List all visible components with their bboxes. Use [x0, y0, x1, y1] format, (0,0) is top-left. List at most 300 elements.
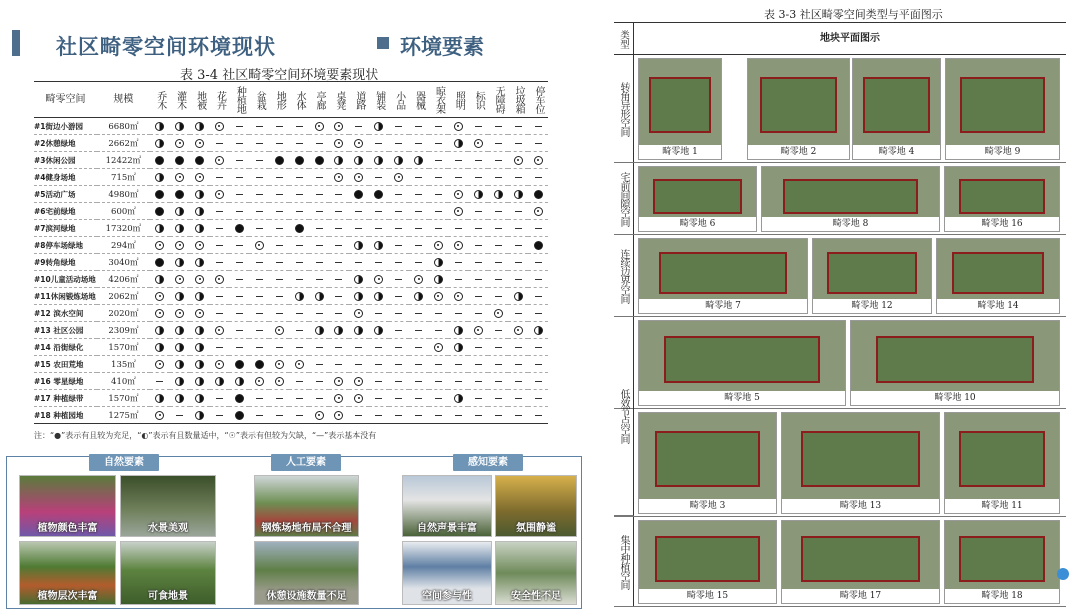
none-mark	[335, 279, 342, 280]
none-mark	[296, 143, 303, 144]
few-mark	[334, 377, 343, 386]
none-mark	[495, 381, 502, 382]
few-mark	[414, 275, 423, 284]
none-mark	[455, 415, 462, 416]
factor-cell	[190, 254, 210, 271]
photo-panel	[6, 456, 582, 609]
factor-cell	[349, 220, 369, 237]
factor-cell	[528, 135, 548, 152]
row-name: #5活动广场	[34, 186, 97, 203]
factor-cell	[210, 220, 230, 237]
factor-cell	[488, 407, 508, 424]
factor-cell	[329, 152, 349, 169]
factor-cell	[389, 169, 409, 186]
none-mark	[415, 415, 422, 416]
none-mark	[276, 347, 283, 348]
none-mark	[256, 415, 263, 416]
none-mark	[236, 296, 243, 297]
section-bullet	[377, 37, 389, 49]
few-mark	[334, 139, 343, 148]
factor-cell	[249, 254, 269, 271]
none-mark	[335, 194, 342, 195]
factor-cell	[369, 288, 389, 305]
factor-cell	[249, 373, 269, 390]
col-factor: 停车位	[528, 82, 548, 118]
factor-cell	[448, 254, 468, 271]
factor-cell	[309, 305, 329, 322]
none-mark	[316, 381, 323, 382]
medium-mark	[394, 156, 403, 165]
table-row	[34, 305, 548, 322]
medium-mark	[175, 377, 184, 386]
factor-cell	[229, 203, 249, 220]
factor-cell	[170, 373, 190, 390]
medium-mark	[155, 275, 164, 284]
none-mark	[515, 381, 522, 382]
factor-cell	[170, 271, 190, 288]
few-mark	[195, 241, 204, 250]
table-row	[34, 135, 548, 152]
site-outline	[655, 431, 759, 487]
factor-cell	[528, 339, 548, 356]
table-row	[34, 254, 548, 271]
row-scale: 2062㎡	[97, 288, 150, 305]
site-label: 畸零地 11	[945, 499, 1059, 513]
factor-cell	[170, 237, 190, 254]
site-outline	[664, 336, 821, 383]
none-mark	[216, 398, 223, 399]
medium-mark	[175, 122, 184, 131]
factor-cell	[150, 237, 170, 254]
factor-cell	[289, 390, 309, 407]
row-scale: 2309㎡	[97, 322, 150, 339]
factor-cell	[349, 186, 369, 203]
site-plan	[936, 238, 1060, 314]
factor-cell	[289, 152, 309, 169]
row-name: #17 种植绿带	[34, 390, 97, 407]
factor-cell	[468, 135, 488, 152]
medium-mark	[195, 377, 204, 386]
factor-cell	[229, 186, 249, 203]
none-mark	[256, 228, 263, 229]
none-mark	[375, 177, 382, 178]
factor-cell	[170, 135, 190, 152]
factor-cell	[528, 407, 548, 424]
medium-mark	[354, 292, 363, 301]
factor-cell	[229, 339, 249, 356]
row-scale: 2020㎡	[97, 305, 150, 322]
none-mark	[435, 194, 442, 195]
factor-cell	[468, 373, 488, 390]
row-name: #2休憩绿地	[34, 135, 97, 152]
factor-cell	[468, 339, 488, 356]
none-mark	[455, 279, 462, 280]
factor-cell	[389, 322, 409, 339]
none-mark	[256, 313, 263, 314]
none-mark	[435, 415, 442, 416]
photo: 安全性不足	[495, 541, 577, 605]
factor-cell	[309, 271, 329, 288]
none-mark	[415, 126, 422, 127]
factor-cell	[349, 288, 369, 305]
site-plan	[638, 520, 777, 604]
factor-cell	[468, 220, 488, 237]
none-mark	[455, 364, 462, 365]
table-row	[34, 169, 548, 186]
none-mark	[276, 279, 283, 280]
factor-cell	[269, 356, 289, 373]
none-mark	[335, 364, 342, 365]
full-mark	[235, 411, 244, 420]
table-row	[34, 186, 548, 203]
site-type-table	[614, 0, 1080, 611]
site-outline	[959, 536, 1046, 582]
factor-cell	[528, 305, 548, 322]
none-mark	[256, 398, 263, 399]
none-mark	[455, 381, 462, 382]
factor-cell	[488, 339, 508, 356]
col-factor: 铺装	[369, 82, 389, 118]
site-outline	[783, 179, 918, 215]
factor-cell	[448, 356, 468, 373]
none-mark	[256, 296, 263, 297]
site-plan	[945, 58, 1060, 160]
none-mark	[236, 245, 243, 246]
few-mark	[514, 156, 523, 165]
none-mark	[475, 279, 482, 280]
medium-mark	[414, 292, 423, 301]
factor-cell	[409, 271, 429, 288]
site-table-header	[614, 23, 1066, 55]
full-mark	[235, 224, 244, 233]
factor-cell	[528, 356, 548, 373]
row-scale: 1275㎡	[97, 407, 150, 424]
table-row	[34, 220, 548, 237]
few-mark	[195, 275, 204, 284]
none-mark	[515, 364, 522, 365]
factor-cell	[170, 288, 190, 305]
factor-cell	[369, 237, 389, 254]
none-mark	[515, 143, 522, 144]
factor-cell	[249, 339, 269, 356]
col-factor: 小品	[389, 82, 409, 118]
none-mark	[415, 262, 422, 263]
factor-cell	[289, 305, 309, 322]
site-category: 宅前间隙空间	[614, 163, 634, 234]
few-mark	[195, 173, 204, 182]
medium-mark	[175, 224, 184, 233]
none-mark	[515, 126, 522, 127]
factor-cell	[210, 339, 230, 356]
factor-cell	[389, 271, 409, 288]
factor-cell	[429, 271, 449, 288]
none-mark	[296, 126, 303, 127]
site-category: 低效节点空间	[614, 317, 634, 516]
factor-cell	[389, 407, 409, 424]
factor-cell	[448, 135, 468, 152]
factor-cell	[488, 152, 508, 169]
photo: 氛围静谧	[495, 475, 577, 537]
medium-mark	[175, 292, 184, 301]
factor-cell	[448, 271, 468, 288]
factor-cell	[448, 339, 468, 356]
factor-cell	[210, 271, 230, 288]
factor-cell	[150, 254, 170, 271]
factor-cell	[170, 305, 190, 322]
row-name: #12 滨水空间	[34, 305, 97, 322]
none-mark	[355, 211, 362, 212]
few-mark	[155, 292, 164, 301]
none-mark	[415, 381, 422, 382]
none-mark	[256, 347, 263, 348]
medium-mark	[534, 326, 543, 335]
none-mark	[515, 245, 522, 246]
factor-cell	[309, 152, 329, 169]
site-outline	[649, 77, 711, 133]
factor-cell	[170, 407, 190, 424]
factor-cell	[269, 135, 289, 152]
none-mark	[395, 245, 402, 246]
none-mark	[515, 347, 522, 348]
none-mark	[296, 262, 303, 263]
none-mark	[236, 279, 243, 280]
none-mark	[475, 313, 482, 314]
factor-cell	[150, 288, 170, 305]
medium-mark	[374, 241, 383, 250]
row-name: #13 社区公园	[34, 322, 97, 339]
row-name: #15 农田荒地	[34, 356, 97, 373]
factor-cell	[309, 169, 329, 186]
site-label: 畸零地 12	[813, 299, 931, 313]
factor-cell	[229, 220, 249, 237]
none-mark	[435, 143, 442, 144]
factor-cell	[289, 135, 309, 152]
factor-cell	[210, 305, 230, 322]
factor-cell	[150, 339, 170, 356]
factor-cell	[488, 373, 508, 390]
medium-mark	[354, 241, 363, 250]
none-mark	[236, 313, 243, 314]
site-label: 畸零地 16	[945, 217, 1059, 231]
none-mark	[435, 364, 442, 365]
site-row	[614, 55, 1066, 163]
col-factor: 地形	[269, 82, 289, 118]
row-scale: 12422㎡	[97, 152, 150, 169]
factor-cell	[190, 322, 210, 339]
factor-cell	[190, 203, 210, 220]
site-table-caption: 表 3-3 社区畸零空间类型与平面图示	[764, 8, 943, 21]
factor-cell	[409, 220, 429, 237]
table-row	[34, 322, 548, 339]
site-category: 连续边界空间	[614, 235, 634, 316]
none-mark	[475, 398, 482, 399]
factor-cell	[468, 271, 488, 288]
none-mark	[435, 330, 442, 331]
factor-cell	[269, 339, 289, 356]
none-mark	[415, 228, 422, 229]
factor-cell	[170, 203, 190, 220]
factor-cell	[448, 220, 468, 237]
medium-mark	[155, 224, 164, 233]
few-mark	[175, 139, 184, 148]
factor-cell	[150, 305, 170, 322]
factor-cell	[170, 118, 190, 135]
none-mark	[256, 330, 263, 331]
none-mark	[316, 211, 323, 212]
factor-cell	[468, 305, 488, 322]
factor-cell	[389, 356, 409, 373]
factor-cell	[309, 237, 329, 254]
medium-mark	[354, 156, 363, 165]
factor-cell	[210, 254, 230, 271]
none-mark	[475, 347, 482, 348]
col-factor: 亭廊	[309, 82, 329, 118]
factor-cell	[369, 220, 389, 237]
none-mark	[535, 296, 542, 297]
none-mark	[355, 262, 362, 263]
factor-cell	[329, 203, 349, 220]
factor-cell	[210, 118, 230, 135]
factor-cell	[269, 169, 289, 186]
none-mark	[216, 177, 223, 178]
factor-cell	[170, 322, 190, 339]
col-factor: 垃圾箱	[508, 82, 528, 118]
none-mark	[335, 211, 342, 212]
factor-cell	[229, 152, 249, 169]
none-mark	[316, 228, 323, 229]
factor-cell	[269, 152, 289, 169]
factor-cell	[389, 220, 409, 237]
factor-cell	[369, 271, 389, 288]
none-mark	[216, 228, 223, 229]
factor-cell	[349, 322, 369, 339]
factor-cell	[309, 118, 329, 135]
factor-cell	[508, 356, 528, 373]
factor-cell	[229, 288, 249, 305]
factor-cell	[508, 186, 528, 203]
medium-mark	[334, 326, 343, 335]
medium-mark	[374, 156, 383, 165]
factor-cell	[309, 322, 329, 339]
factor-cell	[448, 373, 468, 390]
none-mark	[435, 398, 442, 399]
medium-mark	[414, 156, 423, 165]
row-scale: 410㎡	[97, 373, 150, 390]
factor-cell	[369, 118, 389, 135]
site-category: 转角异形空间	[614, 55, 634, 162]
factor-cell	[190, 339, 210, 356]
site-table-body	[614, 22, 1066, 607]
none-mark	[495, 296, 502, 297]
group-artificial: 人工要素	[271, 454, 341, 471]
site-plan	[638, 166, 757, 232]
none-mark	[256, 126, 263, 127]
section-title: 环境要素	[400, 35, 484, 59]
medium-mark	[315, 326, 324, 335]
site-plan	[781, 520, 940, 604]
factor-cell	[409, 407, 429, 424]
none-mark	[296, 415, 303, 416]
site-label: 畸零地 17	[782, 589, 939, 603]
factor-cell	[190, 271, 210, 288]
none-mark	[236, 262, 243, 263]
factor-cell	[429, 322, 449, 339]
factor-cell	[528, 186, 548, 203]
none-mark	[276, 245, 283, 246]
none-mark	[276, 177, 283, 178]
factor-cell	[389, 288, 409, 305]
none-mark	[515, 262, 522, 263]
factor-cell	[309, 356, 329, 373]
site-label: 畸零地 5	[639, 391, 845, 405]
factor-cell	[150, 390, 170, 407]
factor-cell	[210, 373, 230, 390]
none-mark	[395, 296, 402, 297]
none-mark	[415, 177, 422, 178]
few-mark	[334, 394, 343, 403]
none-mark	[455, 262, 462, 263]
none-mark	[375, 364, 382, 365]
factor-cell	[229, 271, 249, 288]
factor-cell	[249, 288, 269, 305]
factor-cell	[249, 322, 269, 339]
row-scale: 4206㎡	[97, 271, 150, 288]
factor-cell	[190, 288, 210, 305]
photo: 水景美观	[120, 475, 216, 537]
none-mark	[475, 211, 482, 212]
col-plan: 地块平面图示	[820, 33, 880, 44]
factor-cell	[249, 356, 269, 373]
few-mark	[215, 122, 224, 131]
medium-mark	[235, 377, 244, 386]
factor-cell	[488, 186, 508, 203]
none-mark	[535, 262, 542, 263]
factor-cell	[289, 322, 309, 339]
factor-cell	[329, 407, 349, 424]
site-outline	[863, 77, 929, 133]
full-mark	[315, 156, 324, 165]
few-mark	[315, 122, 324, 131]
medium-mark	[315, 292, 324, 301]
none-mark	[475, 364, 482, 365]
site-plan	[747, 58, 850, 160]
few-mark	[534, 156, 543, 165]
row-scale: 715㎡	[97, 169, 150, 186]
medium-mark	[195, 224, 204, 233]
factor-cell	[528, 254, 548, 271]
none-mark	[316, 279, 323, 280]
full-mark	[534, 241, 543, 250]
factor-cell	[269, 237, 289, 254]
medium-mark	[195, 207, 204, 216]
none-mark	[296, 330, 303, 331]
medium-mark	[195, 122, 204, 131]
factor-cell	[429, 305, 449, 322]
none-mark	[535, 228, 542, 229]
factor-cell	[210, 322, 230, 339]
medium-mark	[374, 122, 383, 131]
table-note: 注：“●”表示有且较为充足，“◐”表示有且数量适中，“☉”表示有但较为欠缺，“—”表示基本没有	[34, 431, 377, 440]
few-mark	[474, 326, 483, 335]
medium-mark	[175, 343, 184, 352]
site-label: 畸零地 2	[748, 145, 849, 159]
factor-cell	[369, 339, 389, 356]
medium-mark	[434, 258, 443, 267]
factor-cell	[409, 390, 429, 407]
none-mark	[296, 381, 303, 382]
factor-cell	[508, 373, 528, 390]
factor-cell	[369, 407, 389, 424]
